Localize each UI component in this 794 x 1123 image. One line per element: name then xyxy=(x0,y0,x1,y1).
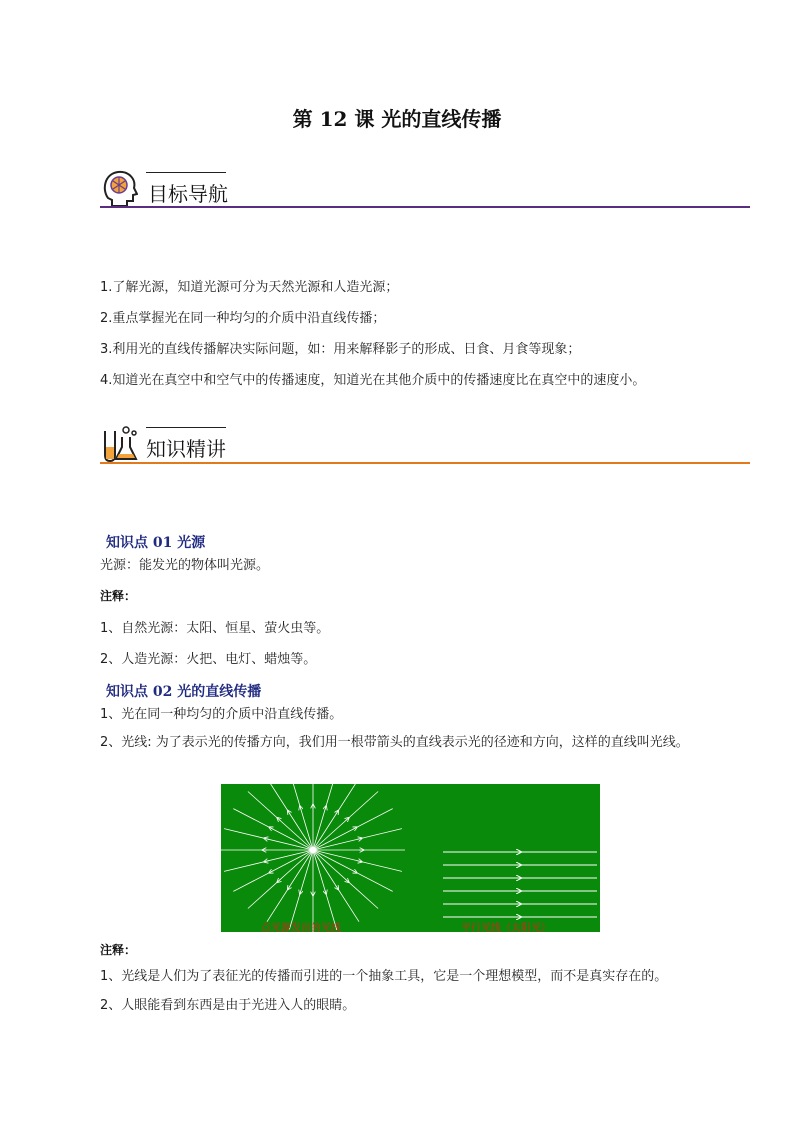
radial-ray xyxy=(267,850,313,922)
kp1-heading: 知识点 01 光源 xyxy=(106,535,206,551)
light-rays-diagram xyxy=(221,784,600,932)
radial-ray-arrow xyxy=(336,886,338,890)
radial-ray-arrow xyxy=(357,838,362,839)
kp1-item-2: 2、人造光源：火把、电灯、蜡烛等。 xyxy=(100,652,317,667)
radial-ray-arrow xyxy=(353,827,357,829)
section-label: 知识精讲 xyxy=(146,437,226,461)
caption-parallel-rays: 平行光线（太阳光） xyxy=(461,923,551,934)
kp1-note-label: 注释： xyxy=(100,589,137,603)
radial-ray xyxy=(289,784,313,850)
section-label-bar xyxy=(146,427,226,428)
caption-point-source: 点光源发出的光线 xyxy=(261,923,341,934)
kp2-item-1: 1、光在同一种均匀的介质中沿直线传播。 xyxy=(100,707,343,722)
radial-ray xyxy=(289,850,313,930)
radial-ray xyxy=(313,784,359,850)
radial-ray-arrow xyxy=(353,871,357,873)
section-label-bar xyxy=(146,172,226,173)
radial-ray-arrow xyxy=(277,879,280,882)
radial-ray xyxy=(313,850,337,930)
radial-ray-arrow xyxy=(264,838,269,839)
kp2-note-1: 1、光线是人们为了表征光的传播而引进的一个抽象工具，它是一个理想模型，而不是真实存在的。 xyxy=(100,969,668,984)
radial-ray-arrow xyxy=(288,886,290,890)
objective-3: 3.利用光的直线传播解决实际问题，如：用来解释影子的形成、日食、月食等现象； xyxy=(100,342,581,357)
kp2-item-2: 2、光线: 为了表示光的传播方向，我们用一根带箭头的直线表示光的径迹和方向，这样的直线叫光线。 xyxy=(100,735,689,750)
objective-1: 1.了解光源，知道光源可分为天然光源和人造光源； xyxy=(100,280,399,295)
radial-ray xyxy=(313,784,337,850)
objective-4: 4.知道光在真空中和空气中的传播速度，知道光在其他介质中的传播速度比在真空中的速度小。 xyxy=(100,373,646,388)
radial-ray-arrow xyxy=(346,818,349,821)
radial-ray-arrow xyxy=(357,861,362,862)
kp2-note-label: 注释： xyxy=(100,943,137,957)
radial-ray-arrow xyxy=(336,811,338,815)
kp2-note-2: 2、人眼能看到东西是由于光进入人的眼睛。 xyxy=(100,998,356,1013)
light-rays-figure xyxy=(221,784,600,932)
radial-ray-arrow xyxy=(277,818,280,821)
page-title: 第 12 课 光的直线传播 xyxy=(292,107,502,131)
radial-ray xyxy=(313,850,359,922)
section-divider xyxy=(100,206,750,208)
section-label: 目标导航 xyxy=(148,182,228,206)
kp1-definition: 光源：能发光的物体叫光源。 xyxy=(100,558,270,573)
radial-ray xyxy=(267,784,313,850)
kp2-heading: 知识点 02 光的直线传播 xyxy=(106,684,262,700)
radial-ray-arrow xyxy=(269,827,273,829)
radial-ray-arrow xyxy=(264,861,269,862)
section-header-goals xyxy=(100,166,750,210)
radial-ray-arrow xyxy=(269,871,273,873)
radial-ray-arrow xyxy=(346,879,349,882)
radial-ray-arrow xyxy=(288,811,290,815)
point-source xyxy=(310,847,316,853)
lab-flask-icon xyxy=(100,423,140,463)
objective-2: 2.重点掌握光在同一种均匀的介质中沿直线传播； xyxy=(100,311,386,326)
kp1-item-1: 1、自然光源：太阳、恒星、萤火虫等。 xyxy=(100,621,330,636)
section-header-knowledge xyxy=(100,423,750,467)
section-divider xyxy=(100,462,750,464)
brain-head-icon xyxy=(100,168,138,208)
